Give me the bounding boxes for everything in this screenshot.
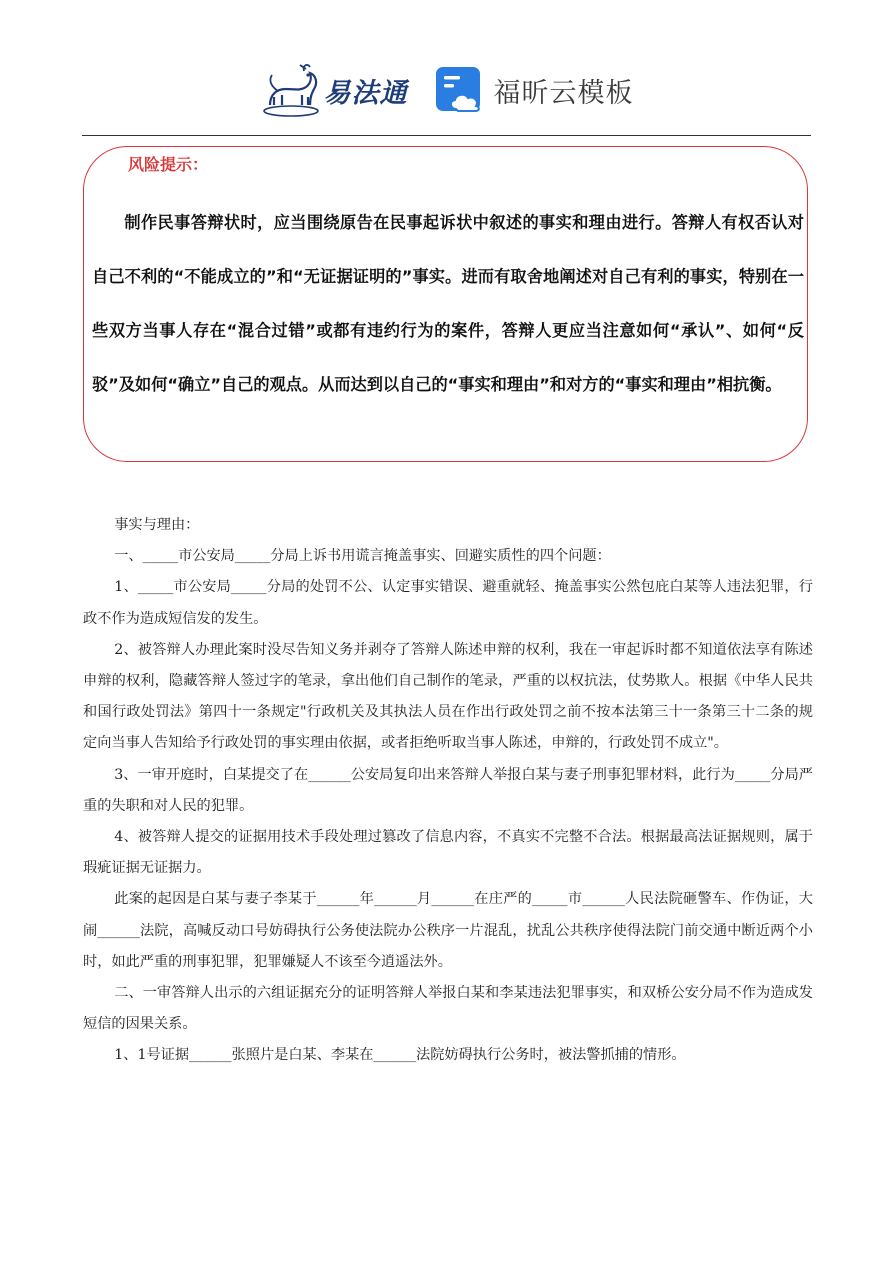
risk-notice-title: 风险提示： [128,155,209,174]
foxit-template-logo [434,65,634,115]
yifatong-logo-text: 易法通 [323,77,408,109]
yifatong-logo [260,61,408,119]
paragraph: 此案的起因是白某与妻子李某于______年______月______在庄严的_____市______人民法院砸警车、作伪证，大闹______法院，高喊反动口号妨碍执行公务使法院办公秩序一片混乱，扰乱公共秩序使得法院门前交通中断近两个小时，如此严重的刑事犯罪，犯罪嫌疑人不该至今逍遥法外。 [83,891,813,970]
qilin-emblem-icon [260,61,322,119]
paragraph: 1、_____市公安局_____分局的处罚不公、认定事实错误、避重就轻、掩盖事实公然包庇白某等人违法犯罪，行政不作为造成短信发的发生。 [83,579,813,627]
risk-notice-body: 制作民事答辩状时，应当围绕原告在民事起诉状中叙述的事实和理由进行。答辩人有权否认对自己不利的“不能成立的”和“无证据证明的”事实。进而有取舍地阐述对自己有利的事实，特别在一些双方当事人存在“混合过错”或都有违约行为的案件，答辩人更应当注意如何“承认”、如何“反驳”及如何“确立”自己的观点。从而达到以自己的“事实和理由”和对方的“事实和理由”相抗衡。 [92,213,804,394]
header-divider [82,135,811,136]
paragraph: 3、一审开庭时，白某提交了在______公安局复印出来答辩人举报白某与妻子刑事犯罪材料，此行为_____分局严重的失职和对人民的犯罪。 [83,766,813,814]
paragraph: 1、1号证据______张照片是白某、李某在______法院妨碍执行公务时，被法警抓捕的情形。 [114,1047,686,1064]
document-cloud-icon [434,65,484,115]
foxit-template-logo-text: 福昕云模板 [493,77,634,109]
paragraph: 2、被答辩人办理此案时没尽告知义务并剥夺了答辩人陈述申辩的权利，我在一审起诉时都不知道依法享有陈述申辩的权利，隐藏答辩人签过字的笔录，拿出他们自己制作的笔录，严重的以权抗法，仗势欺人。根据《中华人民共和国行政处罚法》第四十一条规定"行政机关及其执法人员在作出行政处罚之前不按本法第三十一条第三十二条的规定向当事人告知给予行政处罚的事实理由依据，或者拒绝听取当事人陈述，申辩的，行政处罚不成立"。 [83,641,813,752]
paragraph: 4、被答辩人提交的证据用技术手段处理过篡改了信息内容，不真实不完整不合法。根据最高法证据规则，属于瑕疵证据无证据力。 [83,829,813,877]
document-body [83,510,813,1072]
section-heading: 事实与理由： [114,517,200,533]
paragraph: 一、_____市公安局_____分局上诉书用谎言掩盖事实、回避实质性的四个问题： [114,548,611,565]
paragraph: 二、一审答辩人出示的六组证据充分的证明答辩人举报白某和李某违法犯罪事实，和双桥公安分局不作为造成发短信的因果关系。 [83,985,813,1033]
header-logos [0,58,893,122]
